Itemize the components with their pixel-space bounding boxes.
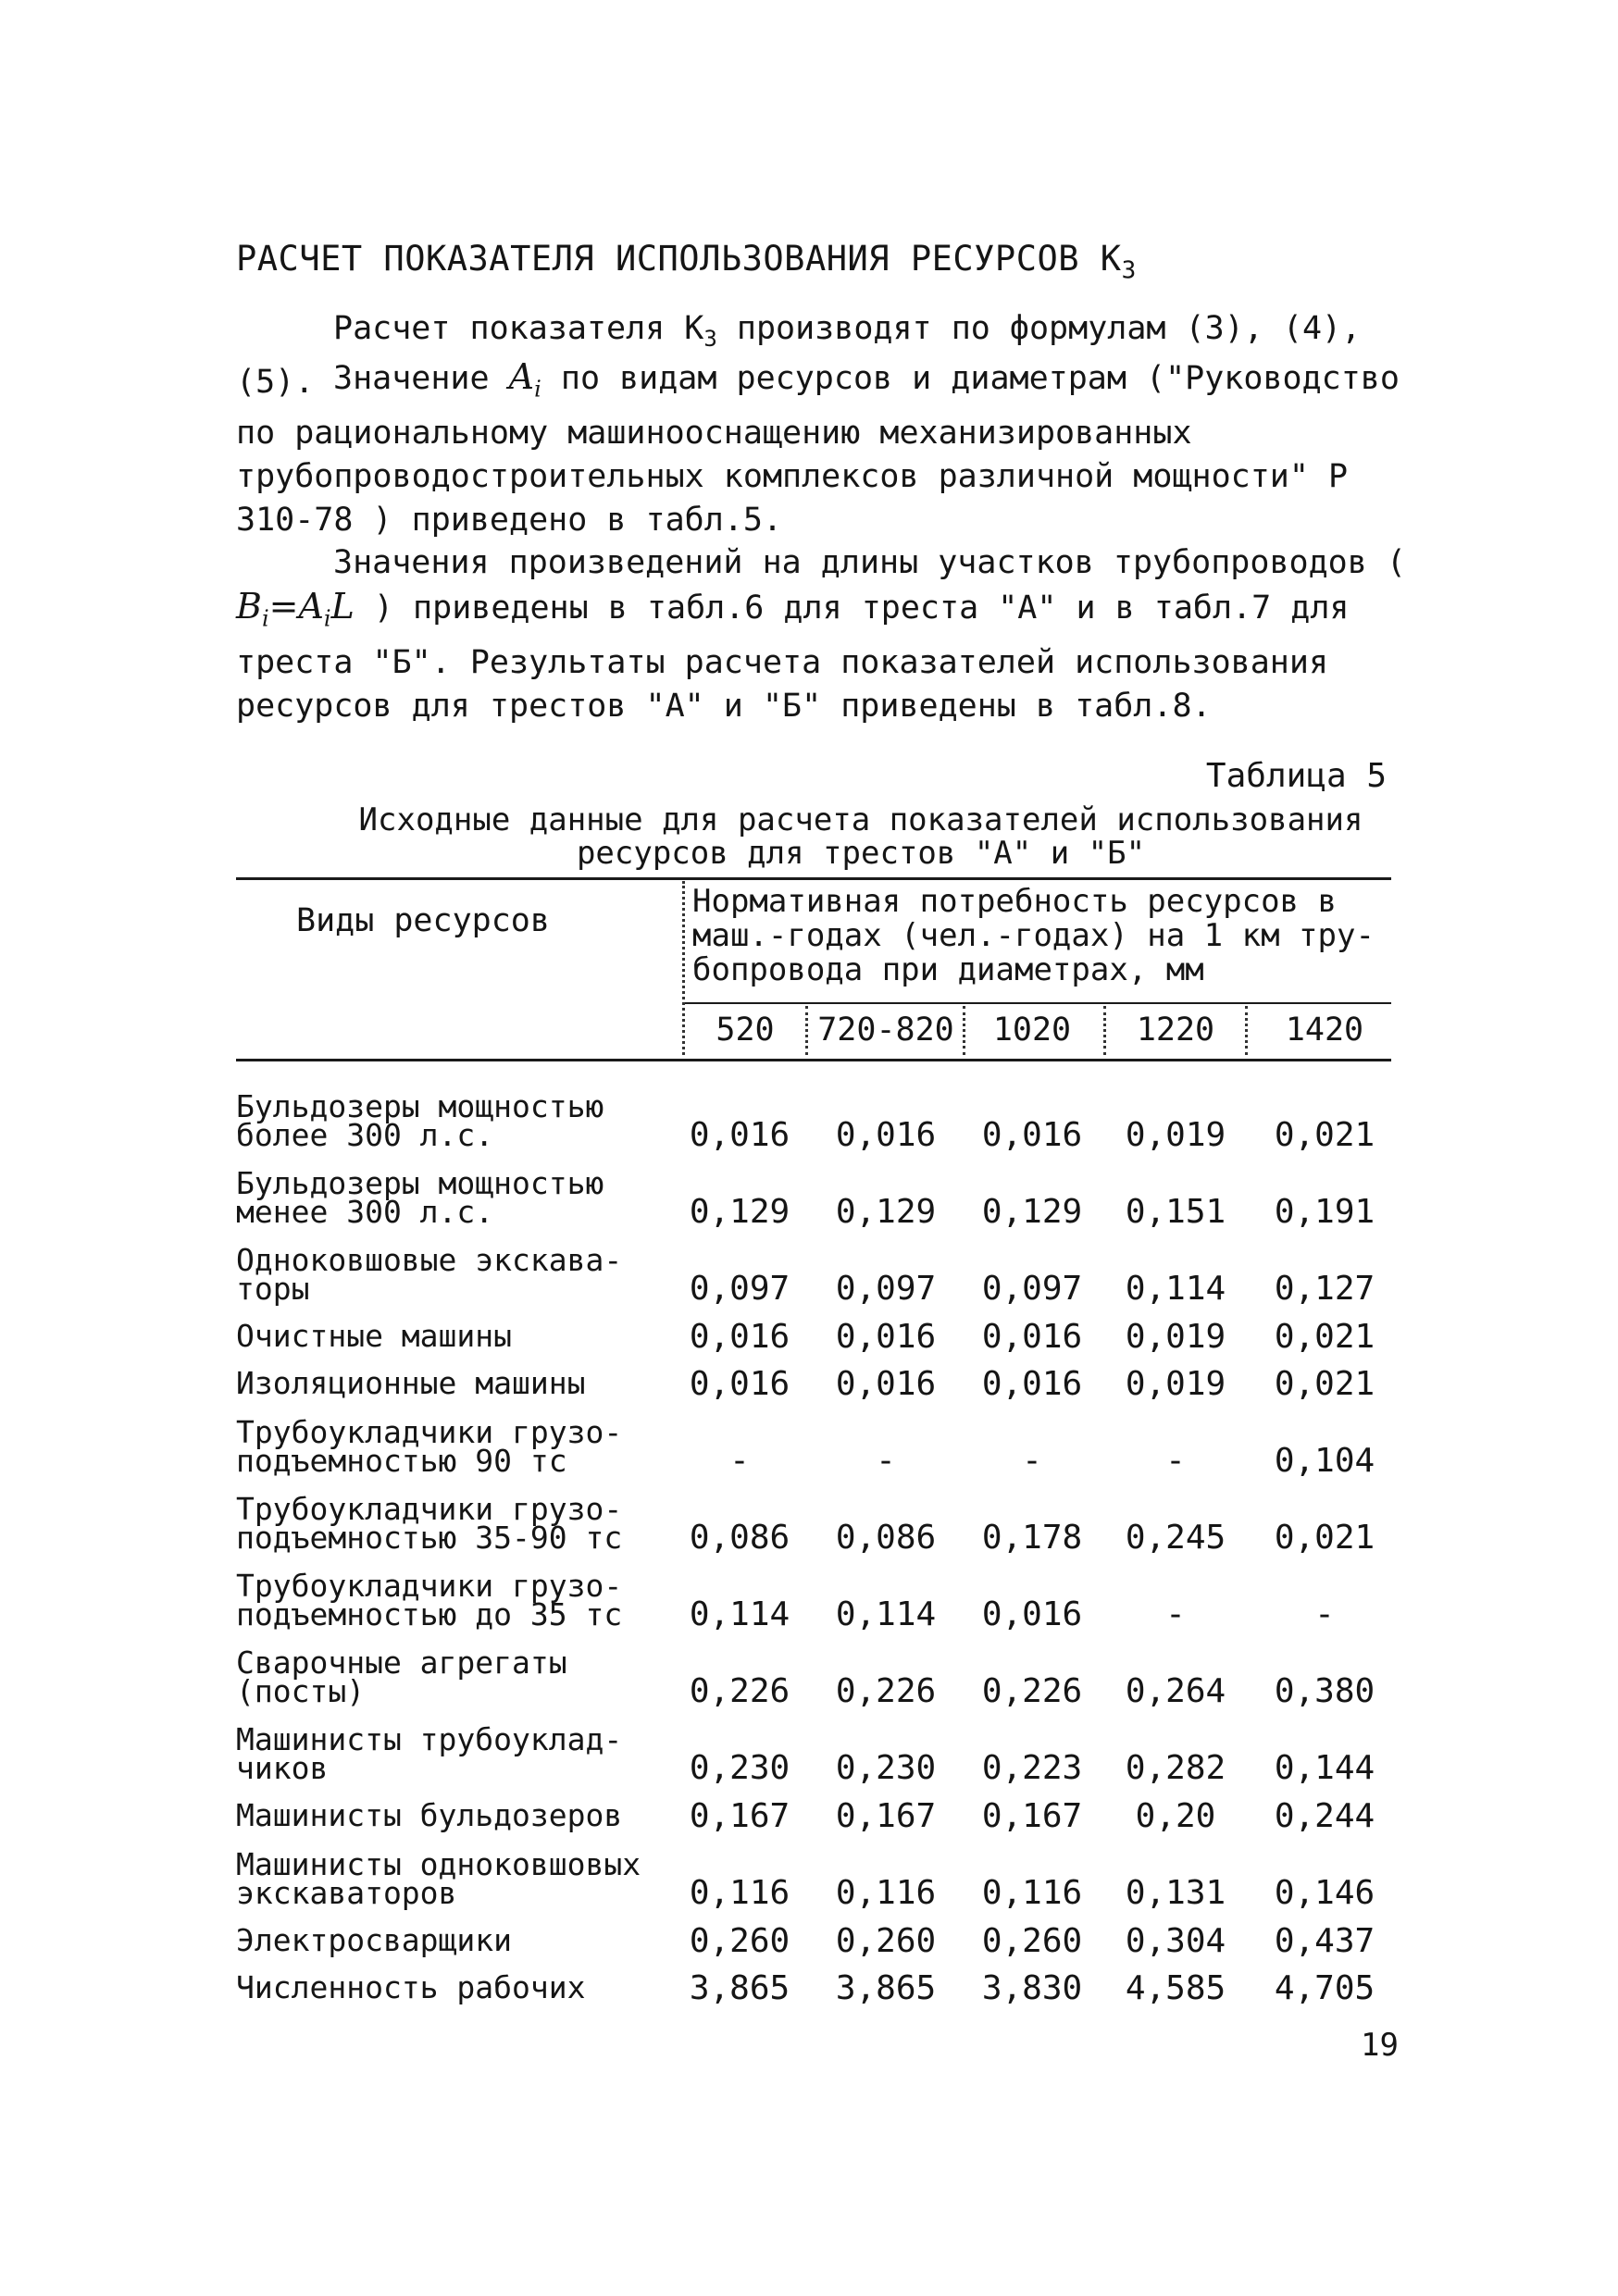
cell: 0,260	[835, 1922, 937, 1960]
cell: 0,144	[1274, 1749, 1375, 1787]
cell: 0,129	[981, 1193, 1083, 1231]
row-label: Трубоукладчики грузо- подъемностью 90 тс	[236, 1414, 623, 1479]
table-title: Исходные данные для расчета показателей использования ресурсов для трестов "А" и "Б"	[358, 801, 1363, 872]
cell: 0,104	[1274, 1442, 1375, 1480]
cell: 0,019	[1125, 1116, 1226, 1154]
row-label: Трубоукладчики грузо- подъемностью до 35 тс	[236, 1568, 623, 1632]
row-label: Электросварщики	[236, 1922, 513, 1958]
column-header-resources: Виды ресурсов	[296, 902, 550, 939]
cell: 0,016	[981, 1365, 1083, 1403]
cell: 0,146	[1274, 1874, 1375, 1912]
diameter-1220: 1220	[1136, 1011, 1215, 1049]
row-label: Машинисты одноковшовых экскаваторов	[236, 1846, 641, 1911]
cell: -	[1022, 1442, 1042, 1480]
cell: 0,151	[1125, 1193, 1226, 1231]
diameter-520: 520	[716, 1011, 775, 1049]
row-label: Бульдозеры мощностью менее 300 л.с.	[236, 1165, 604, 1230]
cell: 0,260	[981, 1922, 1083, 1960]
row-label: Сварочные агрегаты (посты)	[236, 1644, 567, 1709]
row-label: Одноковшовые экскава- торы	[236, 1242, 623, 1307]
row-label: Очистные машины	[236, 1318, 513, 1354]
cell: -	[1314, 1595, 1335, 1633]
paragraph-2: Значение $A_i$ по видам ресурсов и диаметрам ("Руководство по рациональному машинооснащению механизированных трубопроводостроительных комплексов различной мощности" Р 310-78 ) приведено в табл.5.	[236, 356, 1400, 539]
cell: 0,191	[1274, 1193, 1375, 1231]
paragraph-1: Расчет показателя $К_3$ производят по формулам (3), (4),(5).	[236, 310, 1362, 401]
cell: 0,097	[981, 1270, 1083, 1308]
formula-ai: $A_i$	[508, 356, 541, 403]
diameter-separator	[1245, 1006, 1248, 1055]
cell: 0,127	[1274, 1270, 1375, 1308]
cell: 0,116	[689, 1874, 790, 1912]
cell: 0,131	[1125, 1874, 1226, 1912]
cell: 0,021	[1274, 1116, 1375, 1154]
cell: 0,129	[689, 1193, 790, 1231]
section-heading: РАСЧЕТ ПОКАЗАТЕЛЯ ИСПОЛЬЗОВАНИЯ РЕСУРСОВ $К_3$	[236, 239, 1137, 285]
table-top-rule	[236, 877, 1391, 880]
cell: 0,021	[1274, 1365, 1375, 1403]
cell: 0,226	[981, 1672, 1083, 1710]
row-label: Численность рабочих	[236, 1969, 586, 2005]
cell: -	[1165, 1595, 1186, 1633]
cell: 0,019	[1125, 1318, 1226, 1356]
cell: 0,086	[835, 1519, 937, 1557]
cell: 0,021	[1274, 1318, 1375, 1356]
cell: 0,016	[689, 1116, 790, 1154]
cell: 0,304	[1125, 1922, 1226, 1960]
cell: 0,282	[1125, 1749, 1226, 1787]
cell: 3,865	[835, 1969, 937, 2007]
diameter-rule	[685, 1002, 1391, 1004]
cell: 0,019	[1125, 1365, 1226, 1403]
row-label: Машинисты трубоуклад- чиков	[236, 1721, 623, 1786]
row-label: Машинисты бульдозеров	[236, 1797, 623, 1833]
cell: -	[729, 1442, 750, 1480]
cell: 0,245	[1125, 1519, 1226, 1557]
diameter-1020: 1020	[992, 1011, 1072, 1049]
cell: 0,016	[689, 1318, 790, 1356]
diameter-720-820: 720-820	[817, 1011, 954, 1049]
cell: 0,016	[981, 1116, 1083, 1154]
cell: 0,114	[1125, 1270, 1226, 1308]
cell: 0,223	[981, 1749, 1083, 1787]
cell: 0,116	[835, 1874, 937, 1912]
cell: 0,086	[689, 1519, 790, 1557]
cell: 0,244	[1274, 1797, 1375, 1835]
cell: -	[876, 1442, 896, 1480]
cell: 4,585	[1125, 1969, 1226, 2007]
cell: 0,437	[1274, 1922, 1375, 1960]
cell: 0,097	[835, 1270, 937, 1308]
cell: 0,230	[689, 1749, 790, 1787]
cell: 0,178	[981, 1519, 1083, 1557]
cell: 0,167	[835, 1797, 937, 1835]
cell: 0,016	[981, 1318, 1083, 1356]
cell: 4,705	[1274, 1969, 1375, 2007]
cell: 0,116	[981, 1874, 1083, 1912]
cell: 0,016	[689, 1365, 790, 1403]
formula-bi: $B_i=A_iL$	[236, 586, 355, 632]
cell: 0,016	[835, 1116, 937, 1154]
paragraph-3: Значения произведений на длины участков трубопроводов ( $B_i=A_iL$ ) приведены в табл.6 для треста "А" и в табл.7 для треста "Б". Результаты расчета показателей использования ресурсов для трестов "А" и "Б" приведены в табл.8.	[236, 544, 1406, 725]
cell: 0,167	[689, 1797, 790, 1835]
cell: 0,264	[1125, 1672, 1226, 1710]
row-label: Изоляционные машины	[236, 1365, 586, 1401]
cell: 0,260	[689, 1922, 790, 1960]
column-header-norm: Нормативная потребность ресурсов в маш.-годах (чел.-годах) на 1 км тру- бопровода при диаметрах, мм	[692, 883, 1375, 988]
cell: 0,016	[835, 1318, 937, 1356]
cell: 0,20	[1135, 1797, 1216, 1835]
cell: 0,114	[835, 1595, 937, 1633]
cell: 0,016	[981, 1595, 1083, 1633]
cell: 0,380	[1274, 1672, 1375, 1710]
cell: -	[1165, 1442, 1186, 1480]
row-label: Трубоукладчики грузо- подъемностью 35-90 тс	[236, 1491, 623, 1556]
cell: 0,129	[835, 1193, 937, 1231]
page-number: 19	[1361, 2027, 1399, 2064]
row-label: Бульдозеры мощностью более 300 л.с.	[236, 1088, 604, 1153]
cell: 0,114	[689, 1595, 790, 1633]
cell: 3,830	[981, 1969, 1083, 2007]
cell: 0,021	[1274, 1519, 1375, 1557]
table-label: Таблица 5	[1205, 757, 1387, 795]
cell: 3,865	[689, 1969, 790, 2007]
diameter-1420: 1420	[1285, 1011, 1364, 1049]
cell: 0,226	[835, 1672, 937, 1710]
cell: 0,097	[689, 1270, 790, 1308]
table-header-rule	[236, 1059, 1391, 1061]
cell: 0,016	[835, 1365, 937, 1403]
cell: 0,167	[981, 1797, 1083, 1835]
cell: 0,226	[689, 1672, 790, 1710]
cell: 0,230	[835, 1749, 937, 1787]
